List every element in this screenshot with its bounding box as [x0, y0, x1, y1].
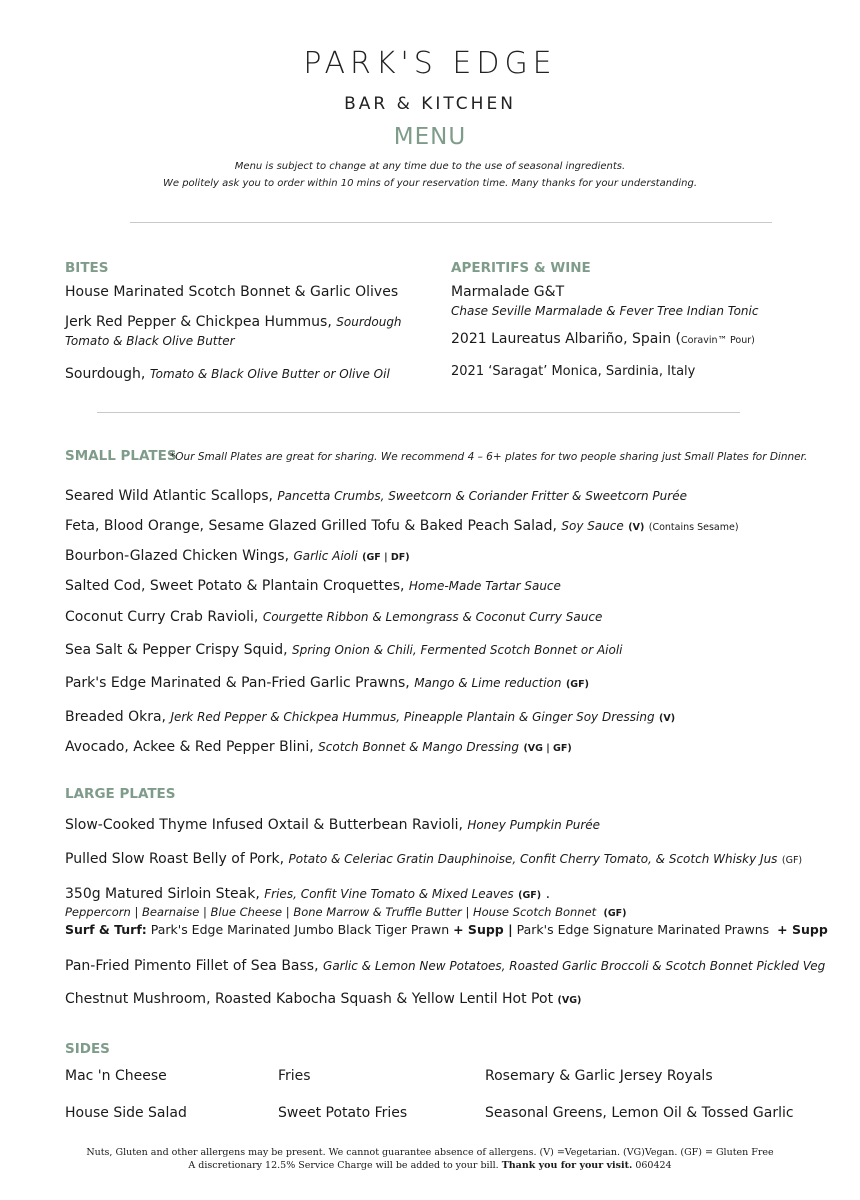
side-item: Fries — [278, 1068, 311, 1084]
divider-middle — [97, 412, 740, 413]
small-plate-item: Feta, Blood Orange, Sesame Glazed Grilled Tofu & Baked Peach Salad, Soy Sauce (V) (Contains Sesame) — [65, 518, 739, 534]
small-plate-item: Salted Cod, Sweet Potato & Plantain Croquettes, Home-Made Tartar Sauce — [65, 578, 561, 594]
large-plate-item: Chestnut Mushroom, Roasted Kabocha Squash & Yellow Lentil Hot Pot (VG) — [65, 991, 582, 1007]
side-item: Sweet Potato Fries — [278, 1105, 408, 1121]
large-plate-item: Pulled Slow Roast Belly of Pork, Potato & Celeriac Gratin Dauphinoise, Confit Cherry Tomato, & Scotch Whisky Jus (GF) — [65, 851, 803, 867]
small-plate-item: Seared Wild Atlantic Scallops, Pancetta Crumbs, Sweetcorn & Coriander Fritter & Sweetcorn Purée — [65, 488, 687, 504]
small-plate-item: Avocado, Ackee & Red Pepper Blini, Scotch Bonnet & Mango Dressing (VG | GF) — [65, 739, 572, 755]
aperitifs-heading: APERITIFS & WINE — [451, 260, 591, 276]
aperitif-item-1-desc: Chase Seville Marmalade & Fever Tree Indian Tonic — [451, 304, 759, 318]
service-charge-notice: A discretionary 12.5% Service Charge will be added to your bill. Thank you for your visit. 060424 — [188, 1160, 672, 1171]
aperitif-item-2: 2021 Laureatus Albariño, Spain (Coravin™ Pour) — [451, 331, 755, 347]
side-item: Mac 'n Cheese — [65, 1068, 167, 1084]
small-plate-item: Breaded Okra, Jerk Red Pepper & Chickpea Hummus, Pineapple Plantain & Ginger Soy Dressing (V) — [65, 709, 676, 725]
surf-and-turf: Surf & Turf: Park's Edge Marinated Jumbo Black Tiger Prawn + Supp | Park's Edge Signature Marinated Prawns + Supp — [65, 922, 828, 937]
side-item: Rosemary & Garlic Jersey Royals — [485, 1068, 713, 1084]
aperitif-item-3: 2021 ‘Saragat’ Monica, Sardinia, Italy — [451, 364, 696, 379]
sides-heading: SIDES — [65, 1041, 110, 1057]
bites-heading: BITES — [65, 260, 109, 276]
large-plate-item: Slow-Cooked Thyme Infused Oxtail & Butterbean Ravioli, Honey Pumpkin Purée — [65, 817, 601, 833]
bites-item-1: House Marinated Scotch Bonnet & Garlic Olives — [65, 284, 399, 300]
menu-notice-1: Menu is subject to change at any time due to the use of seasonal ingredients. — [234, 161, 626, 172]
menu-notice-2: We politely ask you to order within 10 mins of your reservation time. Many thanks for your understanding. — [162, 178, 698, 189]
side-item: Seasonal Greens, Lemon Oil & Tossed Garlic — [485, 1105, 794, 1121]
allergen-notice: Nuts, Gluten and other allergens may be present. We cannot guarantee absence of allergens. (V) =Vegetarian. (VG)Vegan. (GF) = Gluten Free — [86, 1147, 774, 1158]
aperitif-item-1: Marmalade G&T — [451, 284, 565, 300]
bites-item-2-desc: Tomato & Black Olive Butter — [65, 334, 235, 348]
brand-name: PARK'S EDGE — [303, 46, 557, 81]
steak-sauces: Peppercorn | Bearnaise | Blue Cheese | Bone Marrow & Truffle Butter | House Scotch Bonnet (GF) — [65, 905, 627, 919]
menu-title: MENU — [393, 124, 467, 150]
small-plate-item: Park's Edge Marinated & Pan-Fried Garlic Prawns, Mango & Lime reduction (GF) — [65, 675, 589, 691]
divider-top — [130, 222, 772, 223]
small-plates-note: *Our Small Plates are great for sharing. We recommend 4 – 6+ plates for two people sharing just Small Plates for Dinner. — [170, 451, 808, 463]
small-plate-item: Bourbon-Glazed Chicken Wings, Garlic Aioli (GF | DF) — [65, 548, 410, 564]
small-plate-item: Coconut Curry Crab Ravioli, Courgette Ribbon & Lemongrass & Coconut Curry Sauce — [65, 609, 603, 625]
brand-subtitle: BAR & KITCHEN — [344, 94, 516, 114]
small-plates-heading: SMALL PLATES — [65, 448, 177, 464]
large-plate-item: Pan-Fried Pimento Fillet of Sea Bass, Garlic & Lemon New Potatoes, Roasted Garlic Broccoli & Scotch Bonnet Pickled Veg — [65, 958, 826, 974]
bites-item-2: Jerk Red Pepper & Chickpea Hummus, Sourdough — [65, 314, 402, 330]
side-item: House Side Salad — [65, 1105, 187, 1121]
large-plate-item: 350g Matured Sirloin Steak, Fries, Confit Vine Tomato & Mixed Leaves (GF) . — [65, 886, 551, 902]
small-plate-item: Sea Salt & Pepper Crispy Squid, Spring Onion & Chili, Fermented Scotch Bonnet or Aioli — [65, 642, 623, 658]
large-plates-heading: LARGE PLATES — [65, 786, 176, 802]
bites-item-3: Sourdough, Tomato & Black Olive Butter or Olive Oil — [65, 366, 390, 382]
